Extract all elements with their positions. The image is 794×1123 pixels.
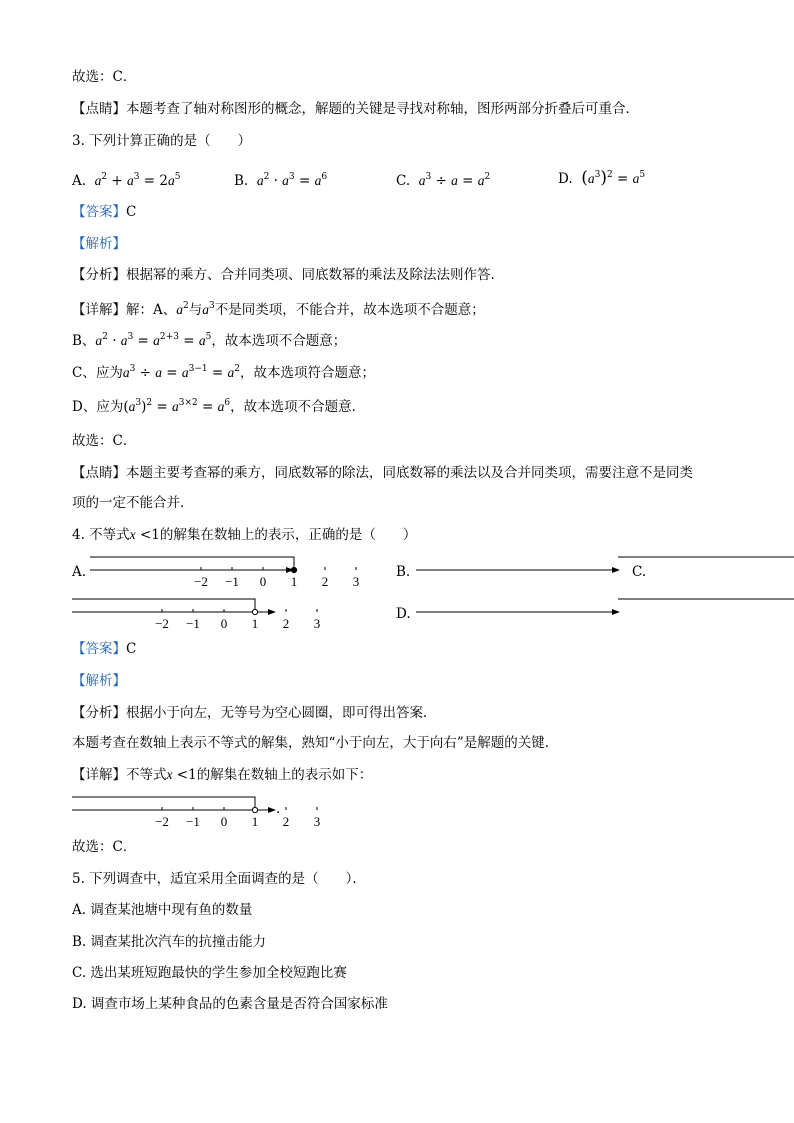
tick-label: −2 bbox=[194, 574, 208, 589]
q2-comment bbox=[72, 100, 639, 118]
open-point bbox=[252, 609, 257, 614]
tick-label: −1 bbox=[225, 574, 239, 589]
tick-label: 3 bbox=[313, 814, 321, 829]
q3-comment-1: 【点睛】本题主要考查幂的乘方，同底数幂的除法，同底数幂的乘法以及合并同类项，需要注意不是同类 bbox=[72, 465, 693, 481]
tick-label: 0 bbox=[220, 814, 228, 829]
q5-option-c: C. 选出某班短跑最快的学生参加全校短跑比赛 bbox=[72, 965, 347, 981]
q4-option-a-label: A. bbox=[72, 564, 87, 580]
tick-label: −2 bbox=[155, 814, 169, 829]
solution-bracket bbox=[72, 599, 255, 612]
q3-detail-b: B、$a^2 \cdot a^3 = a^{2+3} = a^5$，故本选项不合题意； bbox=[72, 332, 347, 349]
q5-stem: 5. 下列调查中，适宜采用全面调查的是（ ）． bbox=[72, 871, 366, 887]
q4-period: . bbox=[276, 801, 281, 817]
q4-option-c-label: C. bbox=[632, 564, 647, 580]
number-line-b bbox=[416, 550, 622, 590]
q5-option-a: A. 调查某池塘中现有鱼的数量 bbox=[72, 902, 253, 918]
tick-label: −2 bbox=[155, 616, 169, 631]
tick-label: 3 bbox=[352, 574, 360, 589]
solution-bracket bbox=[72, 797, 255, 810]
q3-stem: 3. 下列计算正确的是（ ） bbox=[72, 133, 252, 149]
answer-value: C bbox=[126, 204, 137, 220]
q3-option-d: D. $(a^3)^2 = a^5$ bbox=[558, 168, 646, 188]
tick-label: 0 bbox=[220, 616, 228, 631]
q4-detail: 【详解】不等式x <1的解集在数轴上的表示如下： bbox=[72, 767, 373, 783]
q3-choose: 故选：C． bbox=[72, 433, 137, 449]
q5-option-b: B. 调查某批次汽车的抗撞击能力 bbox=[72, 934, 267, 950]
q2-choose: 故选：C． bbox=[72, 69, 137, 85]
tick-label: 0 bbox=[259, 574, 267, 589]
q4-analysis: 【分析】根据小于向左，无等号为空心圆圈，即可得出答案． bbox=[72, 705, 437, 721]
answer-tag: 【答案】 bbox=[72, 204, 126, 220]
q3-analysis-tag: 【解析】 bbox=[72, 236, 126, 252]
solution-bracket bbox=[618, 599, 794, 612]
q3-answer bbox=[72, 203, 136, 221]
q4-option-d-label: D. bbox=[396, 606, 411, 622]
comment-text: 本题考查了轴对称图形的概念，解题的关键是寻找对称轴，图形两部分折叠后可重合． bbox=[126, 101, 639, 117]
axis-arrow bbox=[612, 567, 620, 573]
tick-label: 2 bbox=[321, 574, 329, 589]
q3-analysis: 【分析】根据幂的乘方、合并同类项、同底数幂的乘法及除法法则作答． bbox=[72, 267, 504, 283]
axis-arrow bbox=[268, 609, 276, 615]
number-line-a bbox=[90, 550, 360, 590]
q4-answer: 【答案】C bbox=[72, 641, 137, 657]
q3-option-c: C. $a^3 \div a = a^2$ bbox=[396, 172, 491, 189]
tick-label: 1 bbox=[290, 574, 298, 589]
tick-label: 2 bbox=[282, 814, 290, 829]
q3-option-b: B. $a^2 \cdot a^3 = a^6$ bbox=[234, 172, 328, 189]
tick-label: 1 bbox=[251, 616, 259, 631]
q3-detail-c: C、应为$a^3 \div a = a^{3-1} = a^2$，故本选项符合题意； bbox=[72, 364, 376, 381]
number-line-d bbox=[416, 592, 622, 632]
solid-point bbox=[291, 567, 296, 572]
q4-analysis-tag: 【解析】 bbox=[72, 673, 126, 689]
q3-detail-a: 【详解】解：A、$a^2$与$a^3$不是同类项，不能合并，故本选项不合题意； bbox=[72, 301, 485, 318]
axis-arrow bbox=[268, 807, 276, 813]
tick-label: 2 bbox=[282, 616, 290, 631]
q3-option-a: A. $a^2 + a^3 = 2a^5$ bbox=[72, 172, 181, 189]
q3-detail-d: D、应为$(a^3)^2 = a^{3\times 2} = a^6$，故本选项不合题意． bbox=[72, 398, 366, 415]
tick-label: 1 bbox=[251, 814, 259, 829]
tick-label: 3 bbox=[313, 616, 321, 631]
tick-label: −1 bbox=[186, 616, 200, 631]
q3-comment-2: 项的一定不能合并． bbox=[72, 495, 194, 511]
q4-choose: 故选：C． bbox=[72, 839, 137, 855]
number-line-c bbox=[72, 592, 321, 632]
q4-note: 本题考查在数轴上表示不等式的解集，熟知“小于向左，大于向右”是解题的关键． bbox=[72, 735, 559, 751]
open-point bbox=[252, 807, 257, 812]
axis-arrow bbox=[612, 609, 620, 615]
comment-tag: 【点睛】 bbox=[72, 101, 126, 117]
q5-option-d: D. 调查市场上某种食品的色素含量是否符合国家标准 bbox=[72, 996, 388, 1012]
number-line-solution bbox=[72, 790, 321, 830]
q4-stem: 4. 不等式x <1的解集在数轴上的表示，正确的是（ ） bbox=[72, 527, 417, 543]
q4-option-b-label: B. bbox=[396, 564, 411, 580]
tick-label: −1 bbox=[186, 814, 200, 829]
